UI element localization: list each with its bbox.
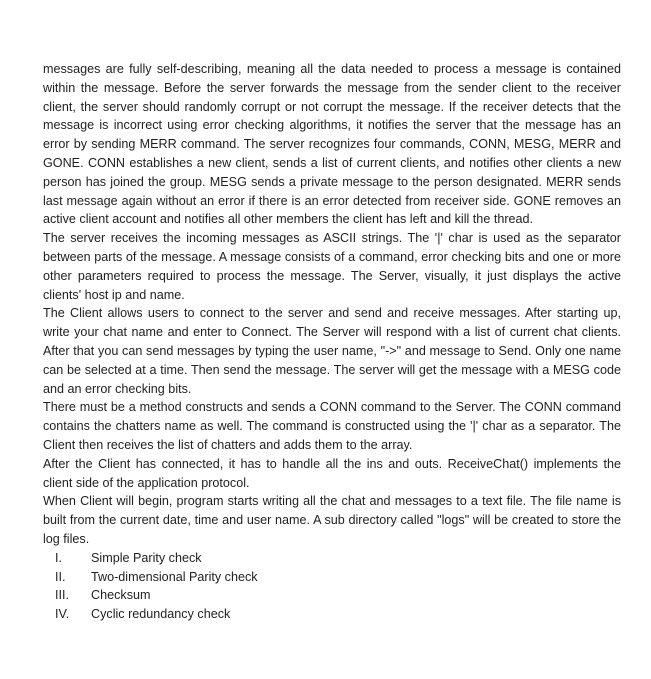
paragraph-logging: When Client will begin, program starts writing all the chat and messages to a text file. The file name is built from the current date, time and user name. A sub directory called "logs" will be created to store the log files. bbox=[43, 494, 621, 546]
list-item-text: Simple Parity check bbox=[91, 550, 202, 565]
paragraph-receive-chat: After the Client has connected, it has to handle all the ins and outs. ReceiveChat() implements the client side of the application protocol. bbox=[43, 456, 621, 490]
paragraph-client-usage: The Client allows users to connect to the server and send and receive messages. After starting up, write your chat name and enter to Connect. The Server will respond with a list of current chat clients. After that you can send messages by typing the user name, "->" and message to Send. Only one name can be selected at a time. Then send the message. The server will get the message with a MESG code and an error checking bits. bbox=[43, 306, 621, 396]
paragraph-conn-method: There must be a method constructs and sends a CONN command to the Server. The CONN command contains the chatters name as well. The command is constructed using the '|' char as a separator. The Client then receives the list of chatters and adds them to the array. bbox=[43, 400, 621, 452]
list-item-text: Checksum bbox=[91, 588, 151, 603]
list-item-number: II. bbox=[55, 569, 66, 584]
list-item-number: III. bbox=[55, 588, 69, 603]
paragraph-server-messages: The server receives the incoming messages as ASCII strings. The '|' char is used as the separator between parts of the message. A message consists of a command, error checking bits and one or more other parameters required to process the message. The Server, visually, it just displays the active clients' host ip and name. bbox=[43, 231, 621, 302]
list-item-number: IV. bbox=[55, 607, 70, 622]
document-body bbox=[43, 60, 621, 624]
list-item-text: Cyclic redundancy check bbox=[91, 607, 231, 622]
list-item-text: Two-dimensional Parity check bbox=[91, 569, 258, 584]
list-item bbox=[43, 605, 621, 624]
list-item bbox=[43, 549, 621, 568]
list-item-number: I. bbox=[55, 550, 62, 565]
paragraph-protocol-commands: messages are fully self-describing, meaning all the data needed to process a message is contained within the message. Before the server forwards the message from the sender client to the receiver client, the server should randomly corrupt or not corrupt the message. If the receiver detects that the message is incorrect using error checking algorithms, it notifies the server that the message has an error by sending MERR command. The server recognizes four commands, CONN, MESG, MERR and GONE. CONN establishes a new client, sends a list of current clients, and notifies other clients a new person has joined the group. MESG sends a private message to the person designated. MERR sends last message again without an error if there is an error detected from receiver side. GONE removes an active client account and notifies all other members the client has left and kill the thread. bbox=[43, 62, 621, 227]
list-item bbox=[43, 586, 621, 605]
error-check-list bbox=[43, 549, 621, 624]
list-item bbox=[43, 568, 621, 587]
